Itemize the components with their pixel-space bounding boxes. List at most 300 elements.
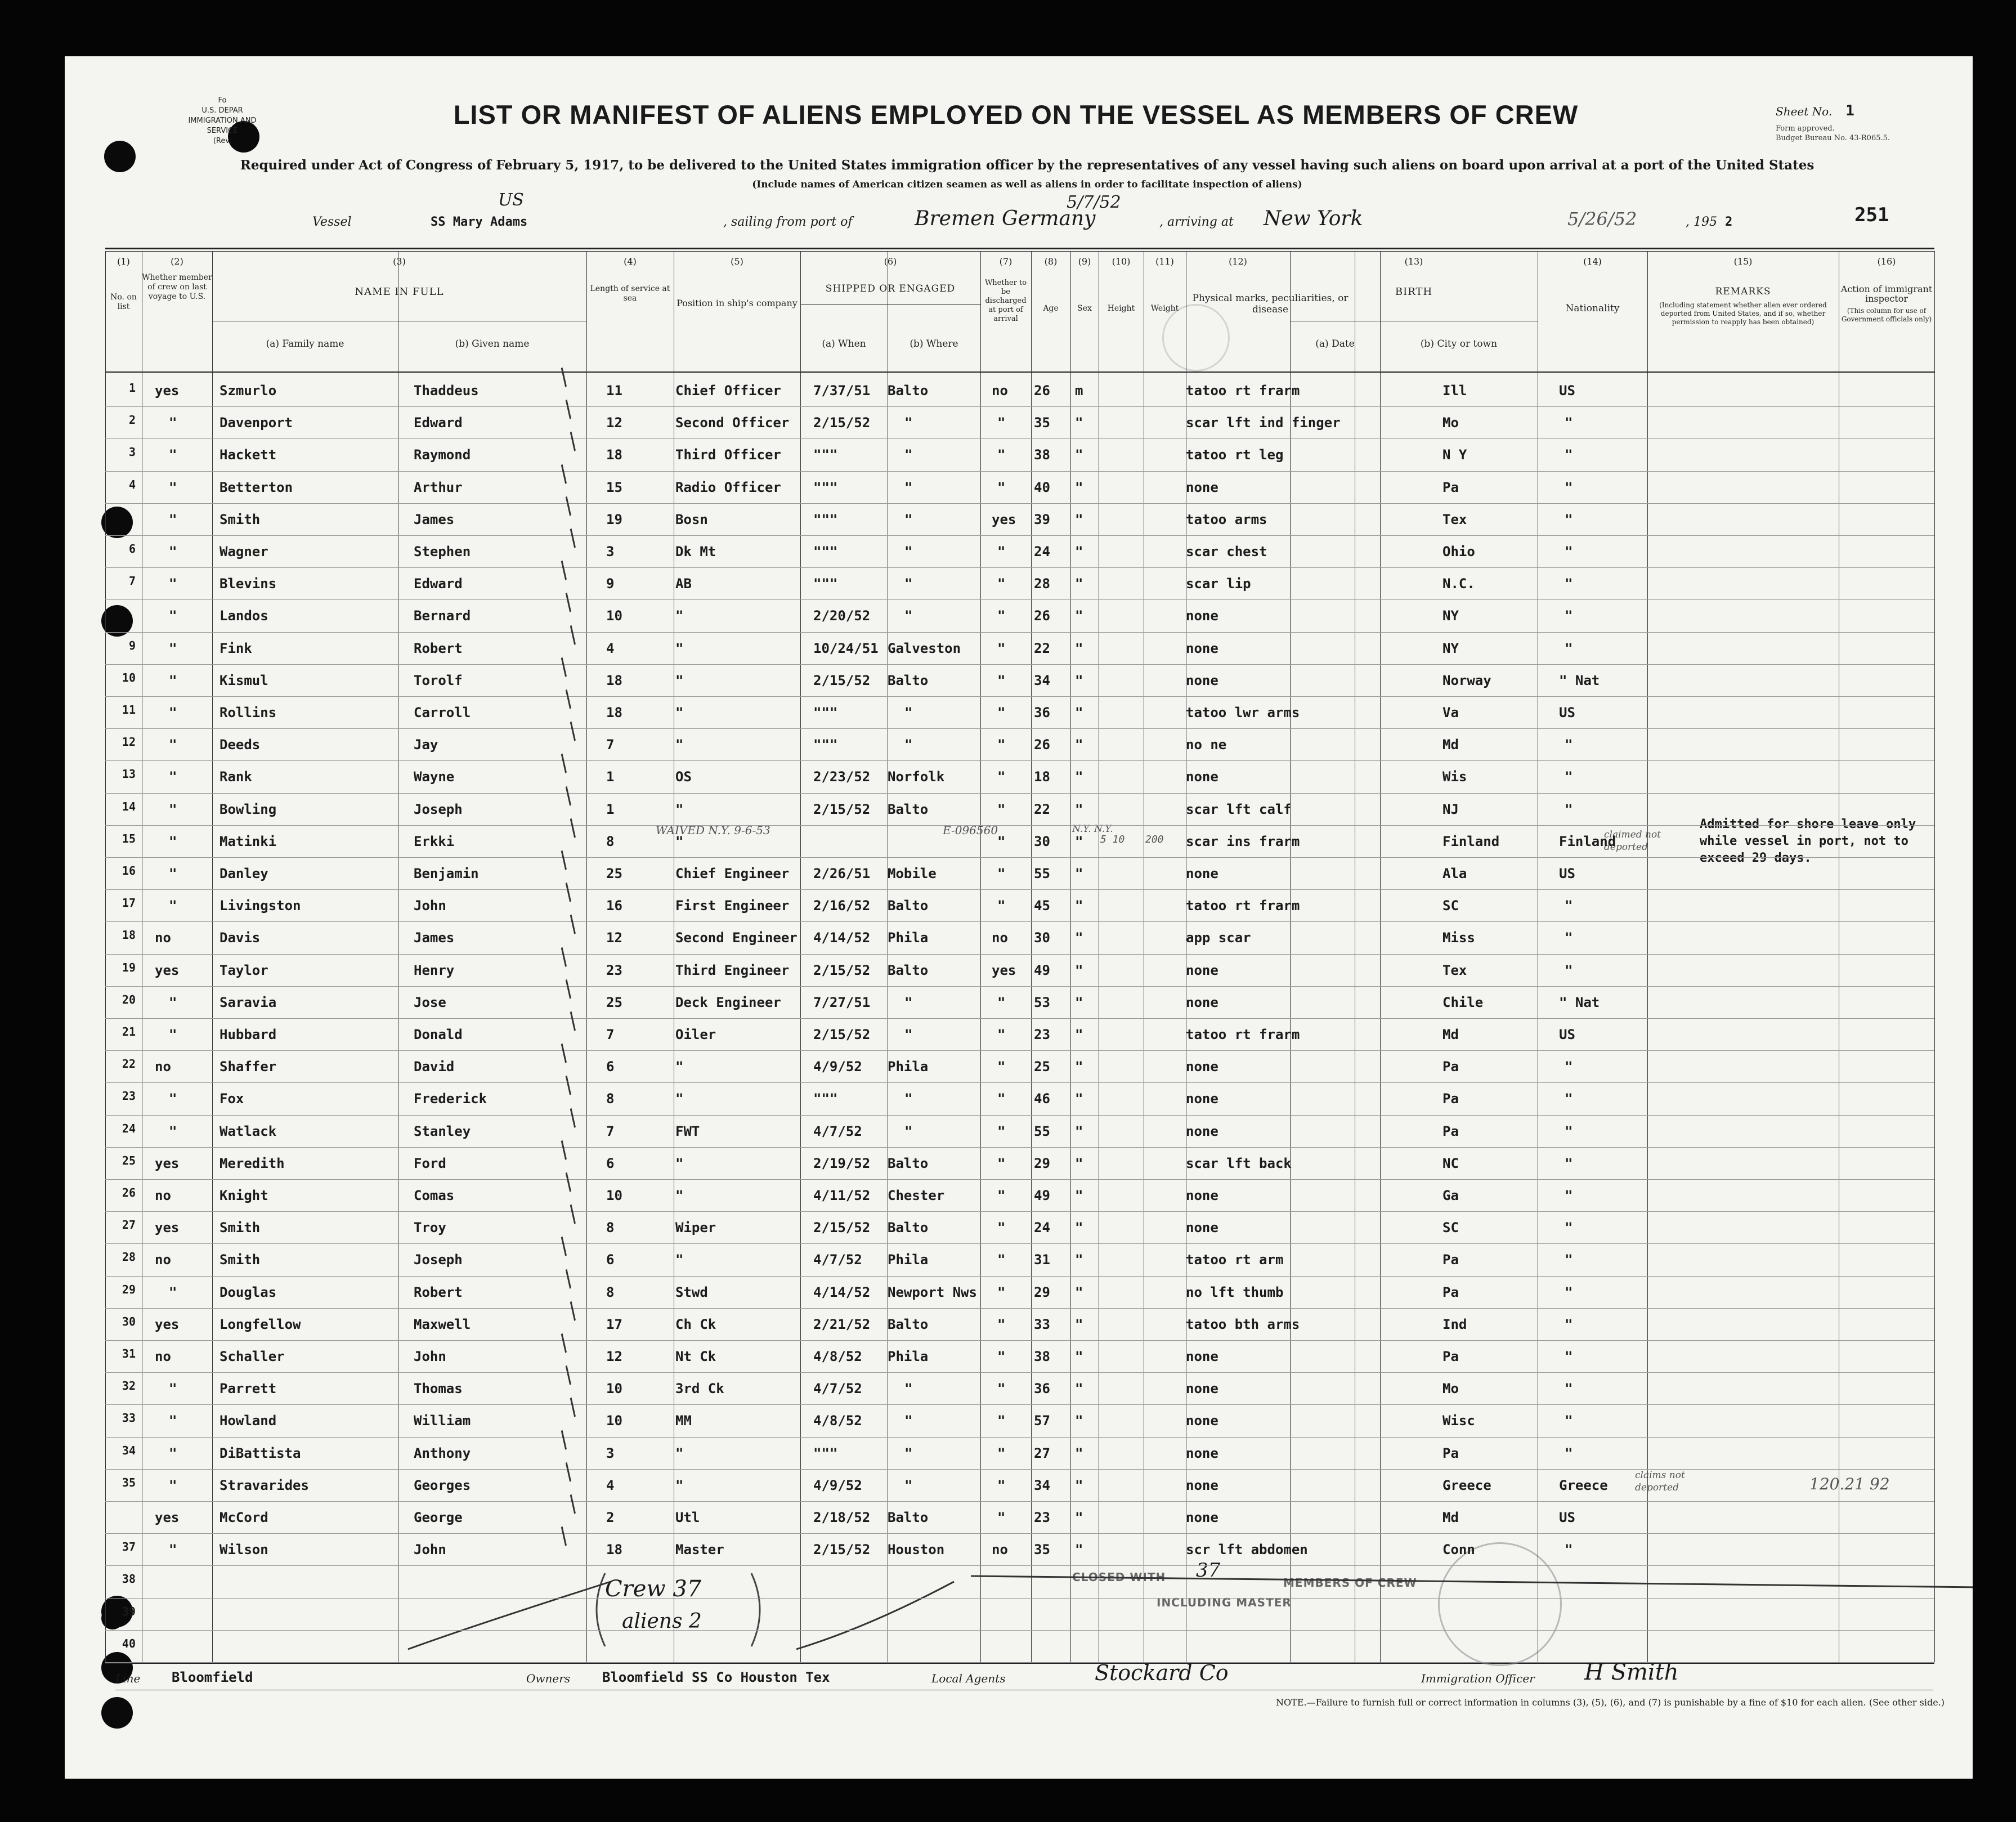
cell-physical-marks: none xyxy=(1186,994,1218,1010)
row-rule xyxy=(105,632,1934,633)
cell-shipped-when: 10/24/51 xyxy=(813,640,879,656)
row-rule xyxy=(105,1533,1934,1534)
cell-family-name: Taylor xyxy=(219,962,268,978)
cell-family-name: Douglas xyxy=(219,1284,277,1300)
cell-given-name: Raymond xyxy=(414,447,471,463)
header-remarks: REMARKS xyxy=(1715,286,1771,297)
cell-sex: " xyxy=(1075,672,1083,688)
cell-shipped-where: " xyxy=(904,1027,913,1042)
header-weight: Weight xyxy=(1150,304,1179,313)
cell-birth-city: Md xyxy=(1442,737,1459,753)
cell-shipped-where: " xyxy=(904,544,913,559)
cell-length-service: 10 xyxy=(606,608,622,624)
row-rule xyxy=(105,1565,1934,1566)
cell-age: 35 xyxy=(1034,1542,1050,1558)
row-number: 31 xyxy=(122,1347,136,1360)
cell-shipped-where: " xyxy=(904,576,913,592)
cell-shipped-where: " xyxy=(904,737,913,753)
cell-birth-city: Pa xyxy=(1442,1252,1459,1268)
cell-family-name: Wagner xyxy=(219,544,268,559)
cell-discharged: " xyxy=(997,1477,1006,1493)
row-number: 24 xyxy=(122,1121,136,1135)
cell-member: " xyxy=(169,769,177,785)
cell-position: Utl xyxy=(675,1510,700,1525)
cell-physical-marks: scar lft calf xyxy=(1186,801,1292,817)
punch-hole xyxy=(101,1697,133,1729)
cell-length-service: 3 xyxy=(606,1445,615,1461)
header-height: Height xyxy=(1107,304,1135,313)
cell-age: 38 xyxy=(1034,1349,1050,1364)
cell-nationality: " xyxy=(1565,640,1573,656)
cell-age: 29 xyxy=(1034,1284,1050,1300)
cell-shipped-where: Chester xyxy=(888,1188,945,1203)
cell-age: 35 xyxy=(1034,415,1050,431)
cell-birth-city: Pa xyxy=(1442,1091,1459,1107)
column-number: (4) xyxy=(624,256,637,267)
check-mark-icon: / xyxy=(554,557,574,584)
cell-shipped-where: " xyxy=(904,479,913,495)
cell-sex: " xyxy=(1075,1510,1083,1525)
cell-member: yes xyxy=(155,383,180,399)
cell-nationality: " xyxy=(1565,608,1573,624)
row-rule xyxy=(105,1340,1934,1341)
row-number: 10 xyxy=(122,670,136,684)
cell-family-name: Saravia xyxy=(219,994,277,1010)
row-rule xyxy=(105,696,1934,697)
cell-position: " xyxy=(675,737,684,753)
cell-sex: m xyxy=(1075,383,1083,399)
cell-member: no xyxy=(155,1252,171,1268)
cell-family-name: Blevins xyxy=(219,576,277,592)
row-rule xyxy=(105,1662,1934,1663)
sheet-label: Sheet No. xyxy=(1776,105,1833,118)
cell-length-service: 18 xyxy=(606,1542,622,1558)
cell-discharged: " xyxy=(997,1091,1006,1107)
cell-sex: " xyxy=(1075,1477,1083,1493)
cell-nationality: US xyxy=(1559,705,1575,720)
cell-sex: " xyxy=(1075,930,1083,946)
check-mark-icon: / xyxy=(563,621,583,648)
form-approved xyxy=(1776,124,1945,143)
check-mark-icon: / xyxy=(563,1104,583,1131)
cell-shipped-where: " xyxy=(904,994,913,1010)
cell-length-service: 7 xyxy=(606,1027,615,1042)
row-number: 11 xyxy=(122,703,136,717)
cell-discharged: " xyxy=(997,1220,1006,1236)
cell-given-name: Robert xyxy=(414,640,463,656)
row-number: 19 xyxy=(122,960,136,974)
cell-given-name: Thaddeus xyxy=(414,383,479,399)
cell-shipped-when: 4/11/52 xyxy=(813,1188,871,1203)
row-rule xyxy=(105,1404,1934,1405)
cell-given-name: William xyxy=(414,1413,471,1429)
cell-position: AB xyxy=(675,576,692,592)
cell-shipped-where: Newport Nws xyxy=(888,1284,977,1300)
row-rule xyxy=(105,535,1934,536)
cell-length-service: 6 xyxy=(606,1059,615,1075)
cell-length-service: 8 xyxy=(606,1220,615,1236)
waived-note: WAIVED N.Y. 9-6-53 xyxy=(656,823,770,837)
cell-length-service: 4 xyxy=(606,640,615,656)
cell-nationality: " xyxy=(1565,1445,1573,1461)
cell-member: " xyxy=(169,737,177,753)
cell-family-name: Landos xyxy=(219,608,268,624)
cell-family-name: Kismul xyxy=(219,672,268,688)
row-number: 22 xyxy=(122,1057,136,1071)
cell-nationality: " xyxy=(1565,1542,1573,1558)
cell-family-name: Smith xyxy=(219,511,261,527)
cell-physical-marks: tatoo rt leg xyxy=(1186,447,1284,463)
cell-shipped-where: Phila xyxy=(888,930,929,946)
cell-birth-city: N Y xyxy=(1442,447,1467,463)
cell-birth-city: Md xyxy=(1442,1027,1459,1042)
subnote: (Include names of American citizen seamen as well as aliens in order to facilitate inspection of aliens) xyxy=(752,179,1302,190)
check-mark-icon: / xyxy=(558,782,579,809)
cell-physical-marks: tatoo rt arm xyxy=(1186,1252,1284,1268)
cell-family-name: Rollins xyxy=(219,705,277,720)
cell-nationality: " xyxy=(1565,1413,1573,1429)
header-action: Action of immigrant inspector xyxy=(1840,284,1933,304)
sailing-date: 5/7/52 xyxy=(1067,193,1121,212)
row-number: 14 xyxy=(122,799,136,813)
cell-physical-marks: no lft thumb xyxy=(1186,1284,1284,1300)
cell-shipped-where: Balto xyxy=(888,962,929,978)
vessel-label: Vessel xyxy=(312,215,352,229)
cell-sex: " xyxy=(1075,801,1083,817)
row-rule xyxy=(105,1469,1934,1470)
cell-physical-marks: none xyxy=(1186,1381,1218,1397)
cell-age: 38 xyxy=(1034,447,1050,463)
cell-shipped-when: """ xyxy=(813,479,838,495)
cell-sex: " xyxy=(1075,994,1083,1010)
cell-shipped-when: """ xyxy=(813,1445,838,1461)
cell-family-name: Hubbard xyxy=(219,1027,277,1042)
cell-shipped-when: 4/7/52 xyxy=(813,1123,862,1139)
cell-age: 31 xyxy=(1034,1252,1050,1268)
cell-length-service: 16 xyxy=(606,898,622,914)
cell-length-service: 12 xyxy=(606,1349,622,1364)
cell-member: yes xyxy=(155,1510,180,1525)
cell-member: " xyxy=(169,833,177,849)
check-mark-icon: / xyxy=(554,750,574,777)
form-id-block xyxy=(110,96,335,146)
check-mark-icon: / xyxy=(563,1394,583,1421)
cell-discharged: " xyxy=(997,672,1006,688)
header-nationality: Nationality xyxy=(1565,303,1620,314)
cell-age: 26 xyxy=(1034,383,1050,399)
cell-shipped-where: Galveston xyxy=(888,640,961,656)
cell-nationality: " xyxy=(1565,769,1573,785)
cell-length-service: 25 xyxy=(606,866,622,881)
cell-birth-city: Finland xyxy=(1442,833,1500,849)
column-number: (1) xyxy=(117,256,130,267)
cell-shipped-when: 2/15/52 xyxy=(813,672,871,688)
cell-age: 33 xyxy=(1034,1316,1050,1332)
check-mark-icon: / xyxy=(563,718,583,745)
cell-nationality: US xyxy=(1559,1510,1575,1525)
cell-physical-marks: scar lft back xyxy=(1186,1155,1292,1171)
column-number: (13) xyxy=(1404,256,1423,267)
header-family-name: (a) Family name xyxy=(266,338,344,350)
cell-shipped-when: 2/21/52 xyxy=(813,1316,871,1332)
check-mark-icon: / xyxy=(558,1072,579,1099)
cell-physical-marks: none xyxy=(1186,640,1218,656)
cell-age: 26 xyxy=(1034,608,1050,624)
check-mark-icon: / xyxy=(558,1169,579,1196)
cell-birth-city: Tex xyxy=(1442,511,1467,527)
cell-given-name: Bernard xyxy=(414,608,471,624)
cell-discharged: " xyxy=(997,1316,1006,1332)
cell-position: Deck Engineer xyxy=(675,994,781,1010)
row-number: 20 xyxy=(122,992,136,1006)
cell-shipped-where: " xyxy=(904,1413,913,1429)
cell-sex: " xyxy=(1075,544,1083,559)
row-rule xyxy=(105,1115,1934,1116)
cell-nationality: US xyxy=(1559,1027,1575,1042)
cell-length-service: 3 xyxy=(606,544,615,559)
cell-discharged: " xyxy=(997,1252,1006,1268)
cell-age: 22 xyxy=(1034,801,1050,817)
cell-age: 26 xyxy=(1034,737,1050,753)
cell-length-service: 11 xyxy=(606,383,622,399)
cell-shipped-where: Phila xyxy=(888,1349,929,1364)
cell-shipped-when: 2/15/52 xyxy=(813,1027,871,1042)
row-rule xyxy=(105,1050,1934,1051)
cell-length-service: 19 xyxy=(606,511,622,527)
cell-discharged: " xyxy=(997,576,1006,592)
cell-discharged: " xyxy=(997,1510,1006,1525)
cell-length-service: 9 xyxy=(606,576,615,592)
row-rule xyxy=(105,760,1934,761)
cell-discharged: " xyxy=(997,415,1006,431)
cell-discharged: " xyxy=(997,1059,1006,1075)
vessel-value: SS Mary Adams xyxy=(431,215,528,229)
cell-birth-city: Md xyxy=(1442,1510,1459,1525)
cell-height: 5 10 xyxy=(1100,833,1125,845)
cell-member: " xyxy=(169,801,177,817)
cell-family-name: Danley xyxy=(219,866,268,881)
cell-family-name: Schaller xyxy=(219,1349,285,1364)
cell-shipped-when: 2/15/52 xyxy=(813,801,871,817)
header-position: Position in ship's company xyxy=(677,298,798,308)
form-id-line: U.S. DEPAR xyxy=(201,106,243,115)
cell-physical-marks: scr lft abdomen xyxy=(1186,1542,1308,1558)
cell-birth-city: NY xyxy=(1442,608,1459,624)
cell-length-service: 17 xyxy=(606,1316,622,1332)
cell-shipped-when: 4/7/52 xyxy=(813,1252,862,1268)
check-mark-icon: / xyxy=(558,1362,579,1389)
cell-nationality: " xyxy=(1565,1252,1573,1268)
check-mark-icon: / xyxy=(554,364,574,391)
cell-shipped-where: Phila xyxy=(888,1252,929,1268)
cell-given-name: Edward xyxy=(414,415,463,431)
cell-family-name: Matinki xyxy=(219,833,277,849)
cell-family-name: Wilson xyxy=(219,1542,268,1558)
check-mark-icon: / xyxy=(554,653,574,681)
cell-given-name: Thomas xyxy=(414,1381,463,1397)
cell-shipped-when: 4/14/52 xyxy=(813,930,871,946)
row-rule xyxy=(105,1276,1934,1277)
cell-length-service: 8 xyxy=(606,1284,615,1300)
cell-member: " xyxy=(169,640,177,656)
cell-shipped-where: Balto xyxy=(888,1220,929,1236)
row-number: 28 xyxy=(122,1250,136,1264)
cell-discharged: " xyxy=(997,737,1006,753)
cell-family-name: Betterton xyxy=(219,479,293,495)
check-mark-icon: / xyxy=(554,1233,574,1260)
cell-sex: " xyxy=(1075,1284,1083,1300)
cell-member: " xyxy=(169,1413,177,1429)
cell-member: " xyxy=(169,1027,177,1042)
column-number: (7) xyxy=(999,256,1013,267)
header-birth-city: (b) City or town xyxy=(1420,338,1498,350)
members-of-crew-label: MEMBERS OF CREW xyxy=(1283,1576,1417,1590)
cell-discharged: yes xyxy=(992,962,1016,978)
cell-shipped-when: 4/14/52 xyxy=(813,1284,871,1300)
cell-age: 53 xyxy=(1034,994,1050,1010)
form-id-line: (Rev. xyxy=(213,137,232,145)
cell-age: 30 xyxy=(1034,930,1050,946)
cell-nationality: " xyxy=(1565,576,1573,592)
cell-nationality: US xyxy=(1559,383,1575,399)
cell-sex: " xyxy=(1075,705,1083,720)
cell-position: " xyxy=(675,705,684,720)
row-number: 39 xyxy=(122,1604,136,1618)
cell-sex: " xyxy=(1075,415,1083,431)
cell-length-service: 18 xyxy=(606,705,622,720)
cell-position: OS xyxy=(675,769,692,785)
cell-birth-city: Ga xyxy=(1442,1188,1459,1203)
cell-discharged: " xyxy=(997,608,1006,624)
cell-discharged: " xyxy=(997,801,1006,817)
sailing-value: Bremen Germany xyxy=(915,207,1096,230)
cell-discharged: " xyxy=(997,705,1006,720)
cell-physical-marks: app scar xyxy=(1186,930,1251,946)
cell-given-name: Henry xyxy=(414,962,455,978)
crew-count-note: Crew 37 xyxy=(605,1576,702,1602)
cell-age: 57 xyxy=(1034,1413,1050,1429)
cell-nationality: " xyxy=(1565,1188,1573,1203)
column-rule xyxy=(800,251,801,1662)
cell-physical-marks: tatoo arms xyxy=(1186,511,1267,527)
cell-family-name: Szmurlo xyxy=(219,383,277,399)
row-number: 21 xyxy=(122,1025,136,1038)
subtitle: Required under Act of Congress of February 5, 1917, to be delivered to the United States immigration officer by the representatives of any vessel having such aliens on board upon arrival at a port of the United States xyxy=(240,158,1815,173)
cell-discharged: " xyxy=(997,1284,1006,1300)
cell-member: " xyxy=(169,608,177,624)
column-rule xyxy=(1070,251,1071,1662)
cell-member: " xyxy=(169,1477,177,1493)
cell-nationality: " xyxy=(1565,447,1573,463)
header-birth: BIRTH xyxy=(1395,286,1433,298)
check-mark-icon: / xyxy=(554,943,574,970)
deported-note: claimed not deported xyxy=(1604,829,1661,853)
officer-signature: H Smith xyxy=(1584,1659,1679,1685)
cell-physical-marks: none xyxy=(1186,1445,1218,1461)
cell-shipped-when: 2/20/52 xyxy=(813,608,871,624)
cell-given-name: Jay xyxy=(414,737,438,753)
cell-shipped-where: Balto xyxy=(888,672,929,688)
closed-with-label: CLOSED WITH xyxy=(1072,1570,1166,1584)
cell-member: yes xyxy=(155,962,180,978)
cell-member: no xyxy=(155,1188,171,1203)
cell-nationality: " xyxy=(1565,1123,1573,1139)
cell-physical-marks: scar lip xyxy=(1186,576,1251,592)
cell-shipped-when: 7/27/51 xyxy=(813,994,871,1010)
cell-birth-city: Pa xyxy=(1442,1349,1459,1364)
cell-physical-marks: none xyxy=(1186,962,1218,978)
form-approved-line: Form approved. xyxy=(1776,124,1835,133)
vessel-note: US xyxy=(498,190,524,210)
cell-age: 46 xyxy=(1034,1091,1050,1107)
cell-position: " xyxy=(675,672,684,688)
cell-given-name: Robert xyxy=(414,1284,463,1300)
cell-discharged: no xyxy=(992,930,1008,946)
cell-birth-city: Norway xyxy=(1442,672,1491,688)
row-rule xyxy=(105,1630,1934,1631)
cell-length-service: 6 xyxy=(606,1155,615,1171)
form-id-line: SERVICE xyxy=(207,127,238,135)
cell-given-name: Anthony xyxy=(414,1445,471,1461)
cell-position: 3rd Ck xyxy=(675,1381,724,1397)
action-note-35: 120.21 92 xyxy=(1809,1475,1890,1493)
cell-shipped-where: Balto xyxy=(888,1155,929,1171)
sheet-number xyxy=(1776,102,1945,119)
cell-shipped-when: 4/7/52 xyxy=(813,1381,862,1397)
cell-birth-city: Tex xyxy=(1442,962,1467,978)
row-number: 6 xyxy=(128,542,136,556)
cell-shipped-when: 2/15/52 xyxy=(813,1220,871,1236)
cell-position: " xyxy=(675,1477,684,1493)
header-discharged: Whether to be discharged at port of arrival xyxy=(984,279,1027,323)
cell-family-name: Hackett xyxy=(219,447,277,463)
column-rule xyxy=(586,251,587,1662)
cell-shipped-when: 4/8/52 xyxy=(813,1413,862,1429)
check-mark-icon: / xyxy=(558,1265,579,1292)
cell-member: " xyxy=(169,1445,177,1461)
cell-shipped-when: 4/8/52 xyxy=(813,1349,862,1364)
column-number: (3) xyxy=(393,256,406,267)
cell-position: Master xyxy=(675,1542,724,1558)
cell-birth-city: Mo xyxy=(1442,1381,1459,1397)
cell-physical-marks: none xyxy=(1186,1091,1218,1107)
cell-discharged: " xyxy=(997,447,1006,463)
cell-physical-marks: none xyxy=(1186,866,1218,881)
cell-sex: " xyxy=(1075,1413,1083,1429)
cell-sex: " xyxy=(1075,1445,1083,1461)
cell-sex: " xyxy=(1075,1123,1083,1139)
cell-shipped-where: " xyxy=(904,511,913,527)
cell-given-name: Torolf xyxy=(414,672,463,688)
cell-given-name: John xyxy=(414,1542,446,1558)
cell-nationality: " xyxy=(1565,1316,1573,1332)
check-mark-icon: / xyxy=(554,847,574,874)
cell-shipped-when: """ xyxy=(813,737,838,753)
cell-physical-marks: none xyxy=(1186,608,1218,624)
cell-position: " xyxy=(675,1155,684,1171)
row-number: 26 xyxy=(122,1186,136,1199)
cell-nationality: " xyxy=(1565,1220,1573,1236)
row-rule xyxy=(105,503,1934,504)
cell-sex: " xyxy=(1075,1155,1083,1171)
cell-physical-marks: tatoo rt frarm xyxy=(1186,383,1300,399)
row-number: 38 xyxy=(122,1572,136,1586)
cell-discharged: " xyxy=(997,833,1006,849)
cell-given-name: John xyxy=(414,898,446,914)
cell-nationality: US xyxy=(1559,866,1575,881)
owners-value: Bloomfield SS Co Houston Tex xyxy=(602,1669,830,1685)
check-mark-icon: / xyxy=(558,975,579,1002)
